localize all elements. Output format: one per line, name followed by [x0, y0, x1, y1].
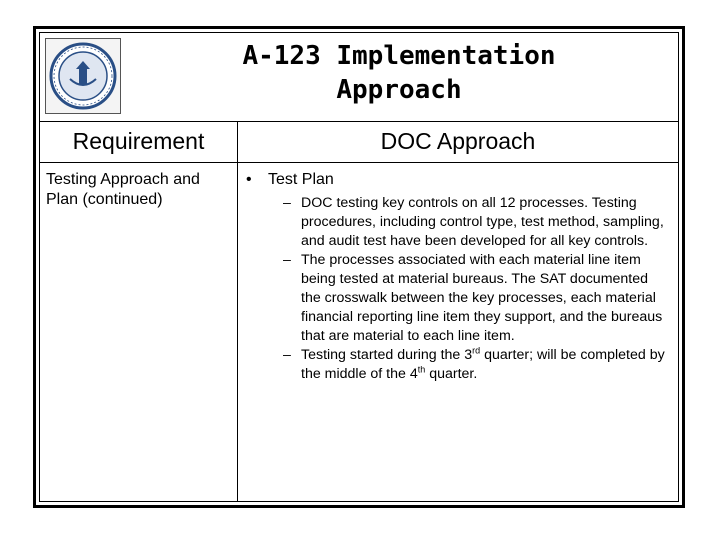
- list-item: [283, 346, 668, 384]
- department-of-commerce-seal-icon: [45, 38, 121, 114]
- dash-icon: –: [283, 252, 291, 268]
- list-item-text: [301, 346, 668, 384]
- sub-list: [283, 194, 668, 384]
- text-part: quarter; will be completed by the middle of the 4: [301, 347, 665, 382]
- dash-icon: –: [283, 347, 291, 363]
- text-part: Testing started during the 3: [301, 347, 473, 363]
- column-header-requirement: Requirement: [72, 128, 205, 154]
- content-table: [39, 32, 679, 502]
- bullet-text: Test Plan: [268, 171, 334, 188]
- column-divider: [237, 121, 238, 501]
- text-part: quarter.: [425, 366, 478, 382]
- bullet-icon: •: [246, 171, 252, 188]
- title-line-1: A-123 Implementation: [242, 41, 556, 71]
- requirement-cell: Testing Approach and Plan (continued): [46, 171, 200, 208]
- slide-frame: [33, 26, 685, 508]
- superscript: th: [417, 364, 426, 375]
- list-item: [283, 251, 668, 346]
- bullet-item: [246, 170, 668, 190]
- approach-cell: [246, 170, 668, 384]
- title-line-2: Approach: [336, 75, 462, 105]
- dash-icon: –: [283, 195, 291, 211]
- column-header-doc-approach: DOC Approach: [380, 128, 536, 154]
- list-item-text: DOC testing key controls on all 12 processes. Testing procedures, including control type, test method, sampling, and audit test have been developed for all key controls.: [301, 195, 664, 249]
- title-row: [40, 33, 678, 122]
- slide-title: [130, 39, 668, 107]
- list-item: [283, 194, 668, 251]
- superscript: rd: [472, 345, 481, 356]
- header-divider: [40, 162, 678, 163]
- list-item-text: The processes associated with each material line item being tested at material bureaus. The SAT documented the crosswalk between the key processes, each material financial reporting line item they support, and the bureaus that are material to each line item.: [301, 252, 663, 344]
